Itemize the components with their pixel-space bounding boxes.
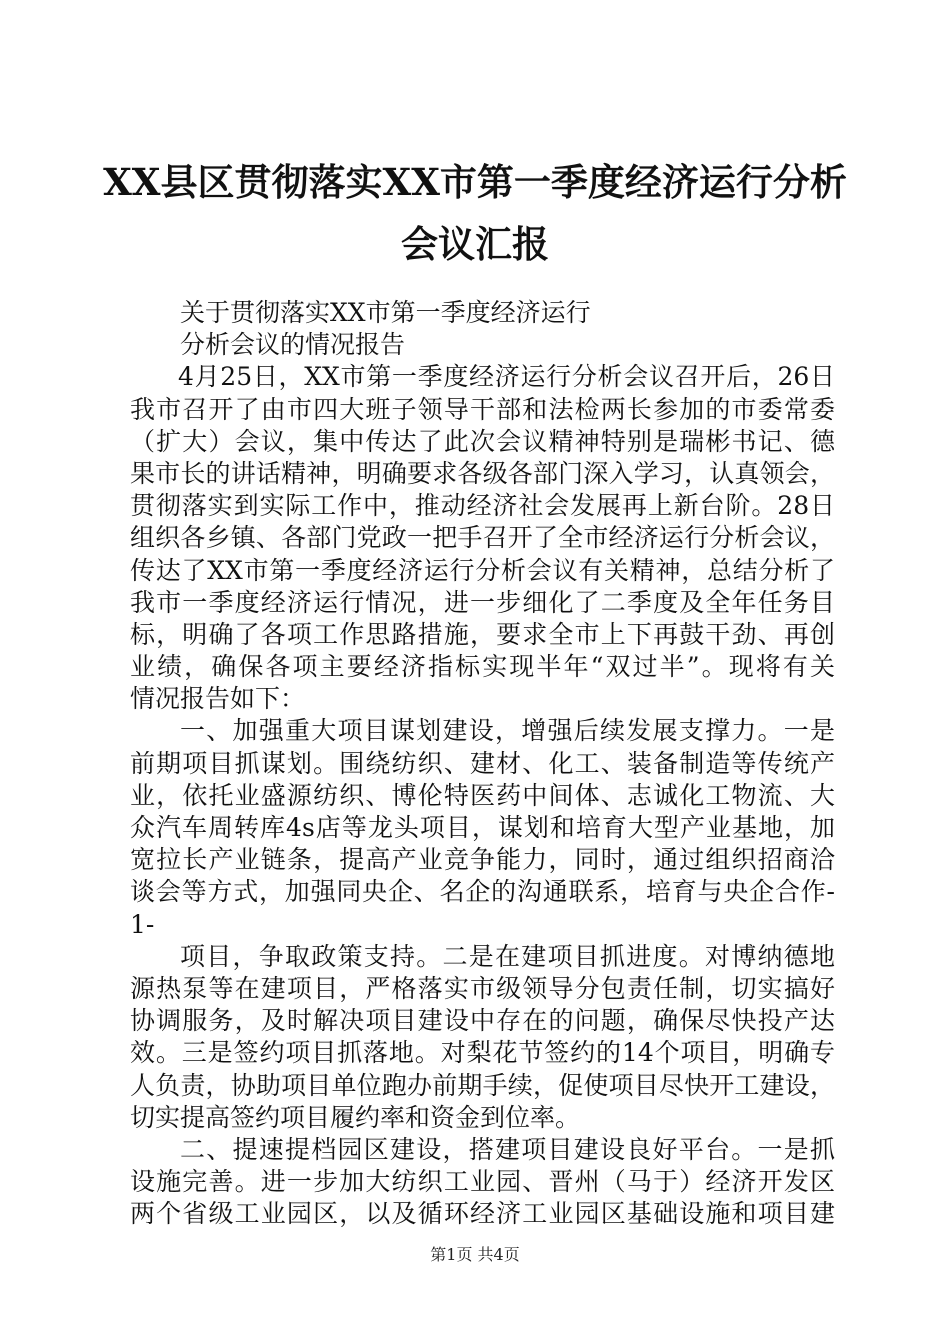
paragraph-line: 效。三是签约项目抓落地。对梨花节签约的14个项目，明确专 — [130, 1038, 835, 1068]
paragraph-line: 情况报告如下： — [130, 684, 306, 714]
paragraph-line: 果市长的讲话精神，明确要求各级各部门深入学习，认真领会， — [130, 458, 835, 488]
paragraph-line: 组织各乡镇、各部门党政一把手召开了全市经济运行分析会议， — [130, 523, 835, 553]
document-title-line-2: 会议汇报 — [401, 222, 549, 266]
paragraph-line: 贯彻落实到实际工作中，推动经济社会发展再上新台阶。28日 — [130, 491, 835, 521]
paragraph-line: 两个省级工业园区，以及循环经济工业园区基础设施和项目建 — [130, 1199, 835, 1229]
paragraph-line: 二、提速提档园区建设，搭建项目建设良好平台。一是抓 — [180, 1134, 835, 1164]
paragraph-line: 业，依托业盛源纺织、博伦特医药中间体、志诚化工物流、大 — [130, 780, 835, 810]
paragraph-line: 众汽车周转库4s店等龙头项目，谋划和培育大型产业基地，加 — [130, 813, 835, 842]
paragraph-line: 宽拉长产业链条，提高产业竞争能力，同时，通过组织招商洽 — [130, 845, 835, 875]
paragraph-line: 一、加强重大项目谋划建设，增强后续发展支撑力。一是 — [180, 716, 835, 746]
paragraph-line: 前期项目抓谋划。围绕纺织、建材、化工、装备制造等传统产 — [130, 748, 835, 778]
paragraph-line: 1- — [130, 909, 155, 939]
paragraph-line: 标，明确了各项工作思路措施，要求全市上下再鼓干劲、再创 — [130, 619, 835, 649]
subtitle-line-1: 关于贯彻落实XX市第一季度经济运行 — [180, 298, 591, 327]
document-body — [130, 297, 835, 1230]
paragraph-line: 4月25日，XX市第一季度经济运行分析会议召开后，26日 — [178, 362, 835, 392]
subtitle-line-2: 分析会议的情况报告 — [180, 330, 406, 360]
paragraph-line: 协调服务，及时解决项目建设中存在的问题，确保尽快投产达 — [130, 1006, 835, 1036]
paragraph-line: 我市一季度经济运行情况，进一步细化了二季度及全年任务目 — [130, 587, 835, 617]
paragraph-line: （扩大）会议，集中传达了此次会议精神特别是瑞彬书记、德 — [130, 426, 835, 456]
paragraph-line: 传达了XX市第一季度经济运行分析会议有关精神，总结分析了 — [130, 555, 835, 585]
page-number-footer: 第1页 共4页 — [430, 1245, 520, 1264]
document-title-line-1: XX县区贯彻落实XX市第一季度经济运行分析 — [103, 160, 847, 204]
paragraph-line: 源热泵等在建项目，严格落实市级领导分包责任制，切实搞好 — [130, 973, 835, 1003]
paragraph-line: 设施完善。进一步加大纺织工业园、晋州（马于）经济开发区 — [130, 1167, 835, 1197]
paragraph-line: 业绩，确保各项主要经济指标实现半年“双过半”。现将有关 — [130, 652, 835, 682]
paragraph-line: 谈会等方式，加强同央企、名企的沟通联系，培育与央企合作- — [130, 877, 835, 907]
paragraph-line: 切实提高签约项目履约率和资金到位率。 — [130, 1102, 581, 1132]
paragraph-line: 项目，争取政策支持。二是在建项目抓进度。对博纳德地 — [180, 941, 835, 971]
paragraph-line: 人负责，协助项目单位跑办前期手续，促使项目尽快开工建设， — [130, 1070, 835, 1100]
paragraph-line: 我市召开了由市四大班子领导干部和法检两长参加的市委常委 — [130, 394, 835, 424]
